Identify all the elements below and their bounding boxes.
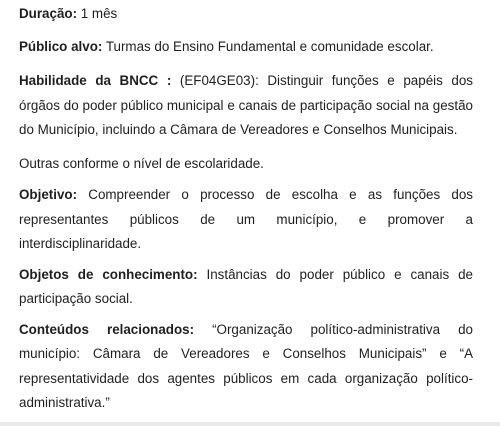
paragraph-duracao [19,3,473,25]
label-duracao: Duração: [19,6,78,21]
paragraph-objetos [19,263,473,312]
text-habilidade: (EF04GE03): Distinguir funções e papéis dos órgãos do poder público municipal e canais de participação social na gestão do Município, incluindo a Câmara de Vereadores e Conselhos Municipais. [19,73,474,137]
label-conteudos: Conteúdos relacionados: [19,321,195,337]
label-objetos: Objetos de conhecimento: [19,266,198,282]
label-objetivo: Objetivo: [19,187,78,202]
text-duracao: 1 mês [77,6,118,21]
label-habilidade: Habilidade da BNCC : [19,73,172,88]
text-objetos: Instâncias do poder público e canais de participação social. [19,266,473,306]
document-body [19,0,473,416]
text-conteudos: “Organização político-administrativa do município: Câmara de Vereadores e Conselhos Municipais” e “A representatividade dos agentes públicos em cada organização político-administrativa.” [19,321,473,410]
paragraph-objetivo [19,183,473,257]
paragraph-habilidade [19,69,473,143]
text-outras: Outras conforme o nível de escolaridade. [19,155,264,171]
bottom-divider [0,422,500,426]
paragraph-outras [19,153,473,175]
text-objetivo: Compreender o processo de escolha e as funções dos representantes públicos de um município, e promover a interdisciplinaridade. [19,187,473,251]
label-publico-alvo: Público alvo: [19,38,103,54]
paragraph-conteudos [19,318,473,416]
paragraph-publico-alvo [19,36,473,58]
text-publico-alvo: Turmas do Ensino Fundamental e comunidade escolar. [102,38,434,54]
